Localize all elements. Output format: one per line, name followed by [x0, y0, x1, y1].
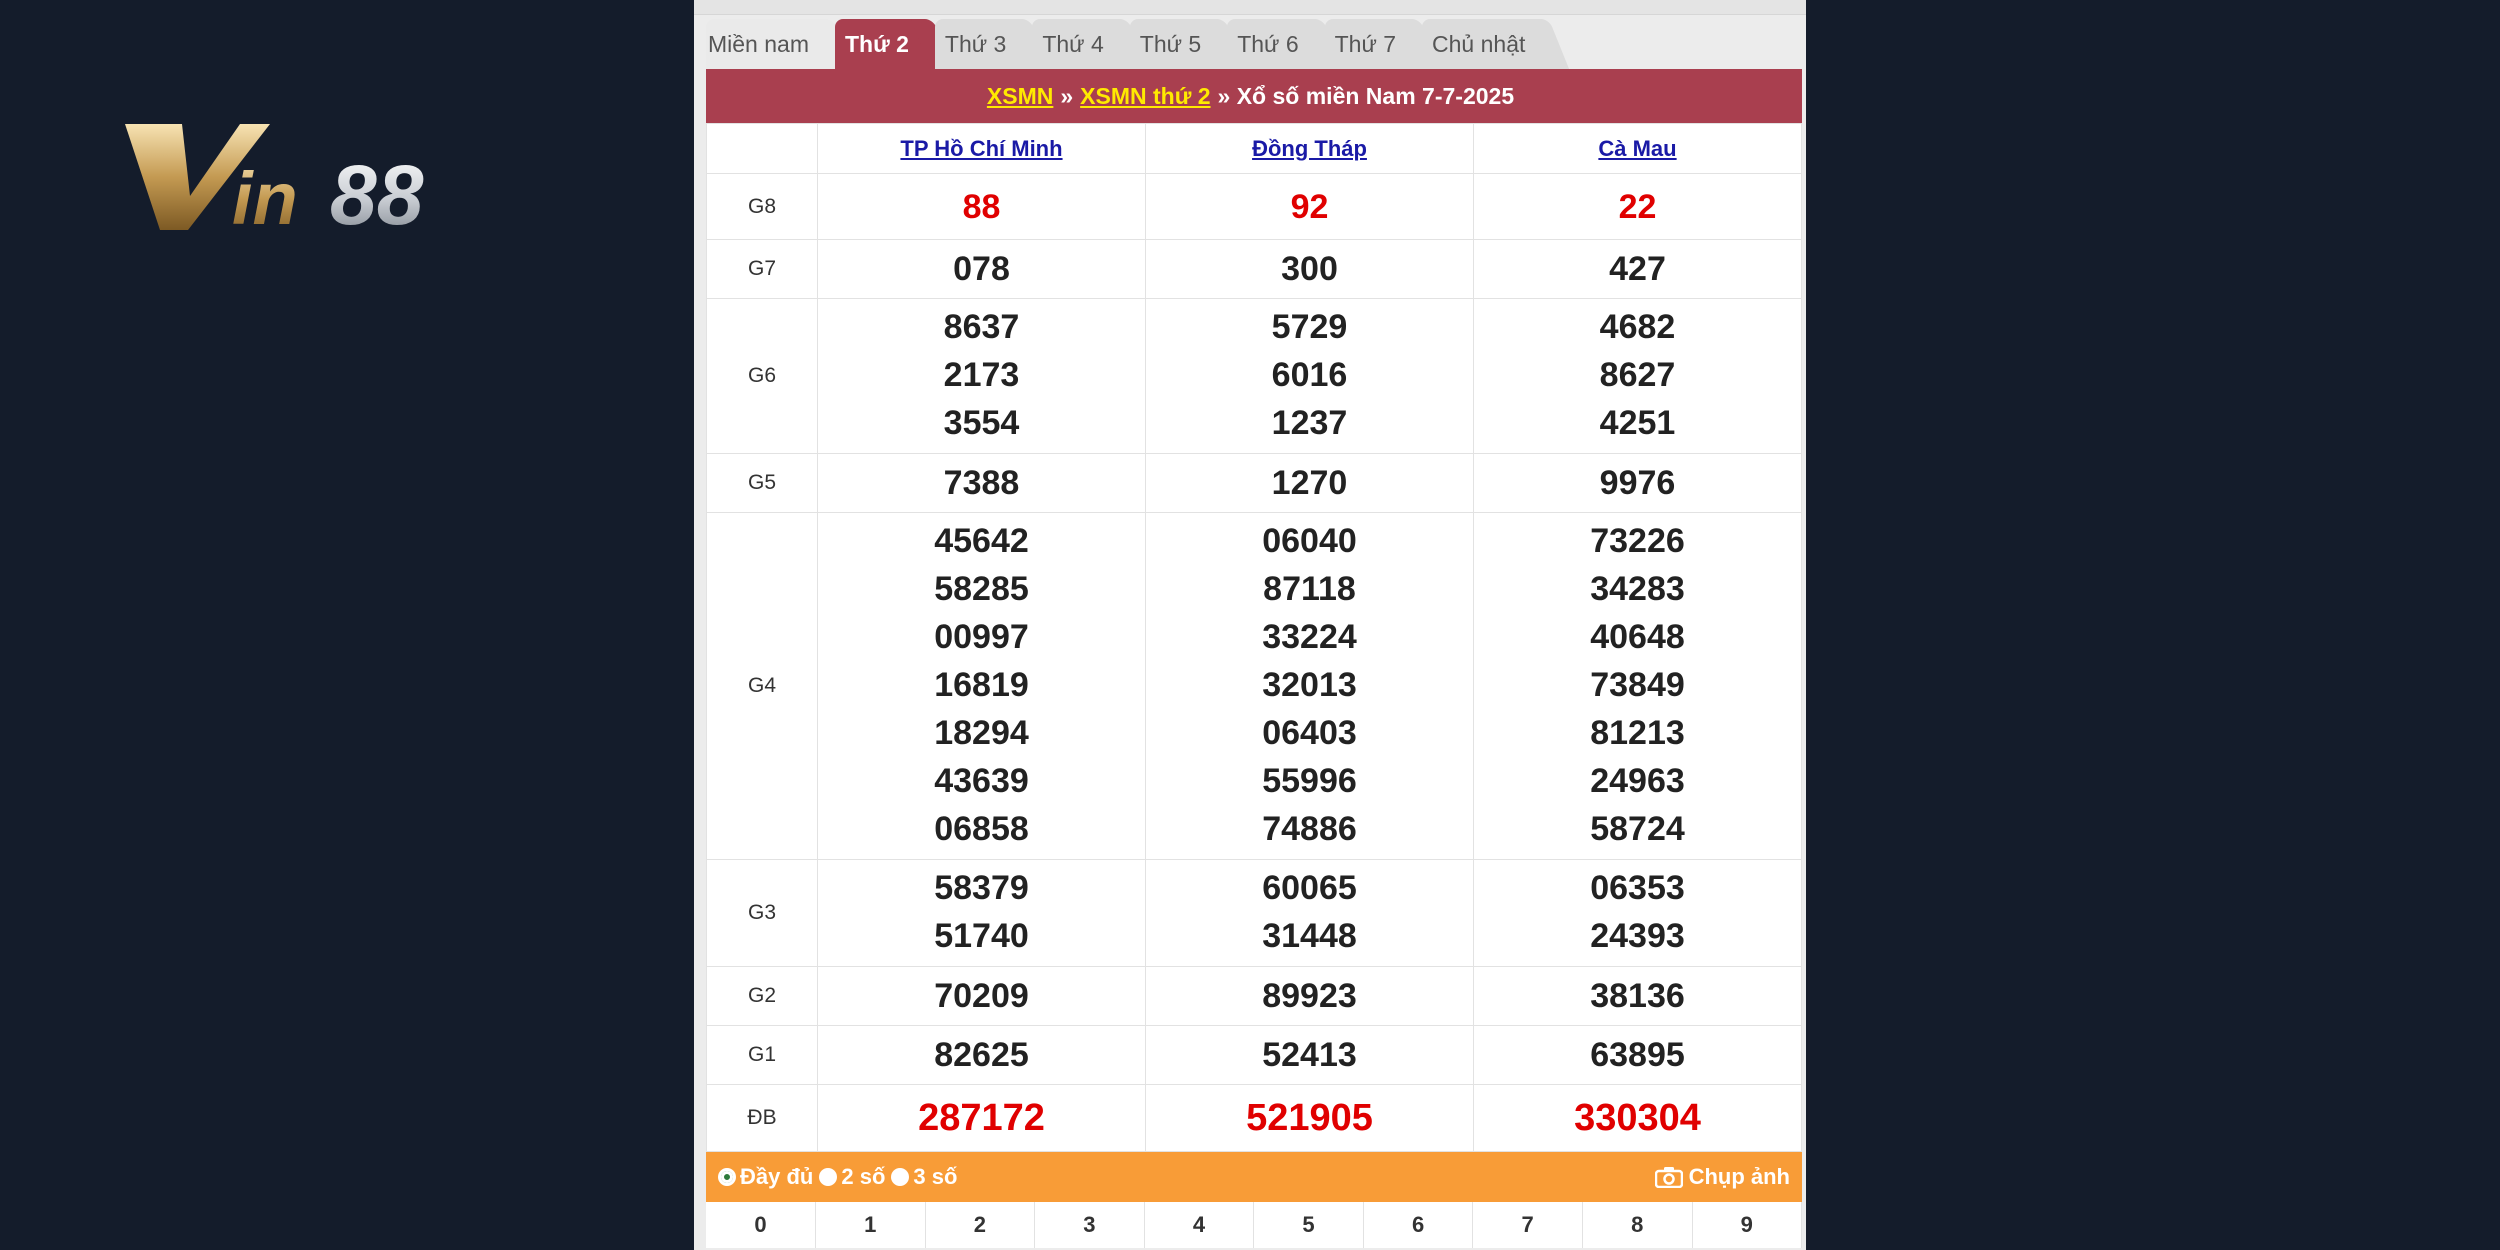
- prize-cell: [1474, 299, 1802, 454]
- breadcrumb-separator: »: [1060, 82, 1074, 109]
- prize-number: 06403: [1262, 714, 1357, 752]
- prize-label: G7: [707, 240, 818, 299]
- prize-number: 521905: [1246, 1097, 1373, 1139]
- prize-number: 287172: [918, 1097, 1045, 1139]
- prize-number: 89923: [1262, 977, 1357, 1015]
- digit-cell: 0: [706, 1202, 816, 1248]
- results-title-bar: [706, 69, 1802, 123]
- results-table: [706, 123, 1802, 1152]
- prize-number: 00997: [934, 618, 1029, 656]
- prize-number: 58379: [934, 869, 1029, 907]
- prize-number: 3554: [943, 404, 1020, 442]
- digit-cell: 2: [926, 1202, 1036, 1248]
- xsmn-thu2-link[interactable]: XSMN thứ 2: [1080, 82, 1211, 109]
- prize-cell: [1146, 240, 1474, 299]
- prize-number: 60065: [1262, 869, 1357, 907]
- empty-header-cell: [707, 124, 818, 174]
- xsmn-link[interactable]: XSMN: [986, 82, 1054, 109]
- tab-label: Chủ nhật: [1432, 30, 1526, 57]
- prize-number: 31448: [1262, 917, 1357, 955]
- prize-cell: [1146, 967, 1474, 1026]
- tab-label: Thứ 3: [944, 30, 1007, 57]
- prize-number: 9976: [1599, 464, 1676, 502]
- prize-number: 58285: [934, 570, 1029, 608]
- prize-cell: [818, 174, 1146, 240]
- digit-header-row: [706, 1202, 1802, 1248]
- prize-number: 1237: [1271, 404, 1348, 442]
- digit-cell: 8: [1583, 1202, 1693, 1248]
- prize-cell: [1474, 513, 1802, 860]
- prize-number: 55996: [1262, 762, 1357, 800]
- prize-row-db: [707, 1085, 1802, 1152]
- prize-cell: [818, 1085, 1146, 1152]
- prize-number: 70209: [934, 977, 1029, 1015]
- prize-label: G4: [707, 513, 818, 860]
- tab-chu-nhat[interactable]: [1422, 19, 1547, 69]
- prize-number: 18294: [934, 714, 1029, 752]
- prize-number: 82625: [934, 1036, 1029, 1074]
- svg-text:88: 88: [330, 148, 424, 238]
- tab-label: Thứ 7: [1334, 30, 1397, 57]
- province-header-row: [707, 124, 1802, 174]
- prize-number: 73226: [1590, 522, 1685, 560]
- prize-cell: [1474, 240, 1802, 299]
- two-digit-label: 2 số: [841, 1164, 886, 1189]
- two-digit-radio[interactable]: [819, 1164, 885, 1190]
- prize-rows: [707, 174, 1802, 1152]
- prize-number: 81213: [1590, 714, 1685, 752]
- prize-number: 7388: [943, 464, 1020, 502]
- tab-thu-3[interactable]: [935, 19, 1028, 69]
- prize-number: 33224: [1262, 618, 1357, 656]
- tab-thu-7[interactable]: [1325, 19, 1418, 69]
- prize-cell: [1146, 860, 1474, 967]
- full-radio[interactable]: [718, 1164, 813, 1190]
- digit-cell: 9: [1693, 1202, 1803, 1248]
- radio-dot-icon: [891, 1168, 909, 1186]
- prize-number: 8637: [943, 308, 1020, 346]
- prize-number: 4682: [1599, 308, 1676, 346]
- prize-cell: [1146, 1085, 1474, 1152]
- capture-label: Chụp ảnh: [1688, 1164, 1790, 1189]
- prize-number: 2173: [943, 356, 1020, 394]
- prize-number: 1270: [1271, 464, 1348, 502]
- prize-cell: [1146, 454, 1474, 513]
- capture-button[interactable]: [1655, 1164, 1790, 1190]
- lottery-panel: [694, 0, 1806, 1250]
- day-tabs: [706, 17, 1794, 69]
- prize-cell: [818, 860, 1146, 967]
- prize-cell: [1474, 174, 1802, 240]
- digit-cell: 5: [1254, 1202, 1364, 1248]
- prize-number: 22: [1618, 187, 1657, 226]
- full-label: Đầy đủ: [740, 1164, 814, 1189]
- prize-number: 87118: [1263, 570, 1356, 608]
- prize-number: 88: [962, 187, 1001, 226]
- prize-number: 4251: [1599, 404, 1676, 442]
- radio-dot-icon: [718, 1168, 736, 1186]
- prize-number: 38136: [1590, 977, 1685, 1015]
- prize-row-g1: [707, 1026, 1802, 1085]
- top-strip: [694, 0, 1806, 15]
- prize-row-g5: [707, 454, 1802, 513]
- digit-cell: 7: [1473, 1202, 1583, 1248]
- prize-number: 24393: [1590, 917, 1685, 955]
- province-header: [1474, 124, 1802, 174]
- prize-number: 34283: [1590, 570, 1685, 608]
- prize-row-g8: [707, 174, 1802, 240]
- prize-number: 330304: [1574, 1097, 1701, 1139]
- prize-row-g7: [707, 240, 1802, 299]
- prize-label: G8: [707, 174, 818, 240]
- tab-thu-4[interactable]: [1032, 19, 1125, 69]
- prize-cell: [1474, 454, 1802, 513]
- prize-number: 45642: [934, 522, 1029, 560]
- digit-cell: 1: [816, 1202, 926, 1248]
- prize-number: 06040: [1262, 522, 1357, 560]
- prize-label: G6: [707, 299, 818, 454]
- tab-mien-nam[interactable]: [706, 19, 831, 69]
- prize-row-g2: [707, 967, 1802, 1026]
- tab-label: Thứ 2: [844, 30, 909, 57]
- prize-number: 16819: [934, 666, 1029, 704]
- digit-cell: 4: [1145, 1202, 1255, 1248]
- display-options-bar: [706, 1152, 1802, 1202]
- tab-label: Thứ 6: [1237, 30, 1299, 57]
- prize-number: 427: [1609, 250, 1666, 288]
- prize-number: 06353: [1590, 869, 1685, 907]
- prize-label: ĐB: [707, 1085, 818, 1152]
- tab-label: Thứ 5: [1139, 30, 1202, 57]
- prize-number: 06858: [934, 810, 1029, 848]
- camera-icon: [1655, 1166, 1683, 1188]
- svg-text:in: in: [232, 157, 298, 238]
- prize-number: 74886: [1262, 810, 1357, 848]
- tab-thu-6[interactable]: [1227, 19, 1320, 69]
- prize-label: G2: [707, 967, 818, 1026]
- prize-cell: [1474, 1085, 1802, 1152]
- prize-number: 5729: [1271, 308, 1348, 346]
- prize-cell: [818, 1026, 1146, 1085]
- prize-row-g4: [707, 513, 1802, 860]
- province-link-ca-mau[interactable]: Cà Mau: [1598, 135, 1677, 161]
- prize-cell: [1146, 299, 1474, 454]
- province-header: [818, 124, 1146, 174]
- prize-number: 63895: [1590, 1036, 1685, 1074]
- prize-cell: [1146, 1026, 1474, 1085]
- prize-number: 6016: [1271, 356, 1348, 394]
- prize-cell: [818, 967, 1146, 1026]
- tab-thu-2[interactable]: [835, 19, 931, 69]
- prize-number: 52413: [1262, 1036, 1357, 1074]
- prize-cell: [818, 240, 1146, 299]
- tab-label: Thứ 4: [1042, 30, 1104, 57]
- prize-label: G3: [707, 860, 818, 967]
- vin88-logo: [120, 118, 490, 238]
- prize-cell: [1474, 967, 1802, 1026]
- prize-cell: [1146, 513, 1474, 860]
- prize-number: 51740: [934, 917, 1029, 955]
- three-digit-label: 3 số: [913, 1164, 958, 1189]
- prize-cell: [1474, 1026, 1802, 1085]
- three-digit-radio[interactable]: [891, 1164, 957, 1190]
- prize-row-g6: [707, 299, 1802, 454]
- prize-number: 43639: [934, 762, 1029, 800]
- prize-number: 300: [1281, 250, 1338, 288]
- prize-label: G1: [707, 1026, 818, 1085]
- prize-cell: [818, 513, 1146, 860]
- prize-number: 73849: [1590, 666, 1685, 704]
- prize-number: 24963: [1590, 762, 1685, 800]
- prize-number: 92: [1290, 187, 1329, 226]
- digit-cell: 6: [1364, 1202, 1474, 1248]
- prize-row-g3: [707, 860, 1802, 967]
- digit-cell: 3: [1035, 1202, 1145, 1248]
- tab-label: Miền nam: [708, 30, 809, 57]
- province-link-hcm[interactable]: TP Hồ Chí Minh: [900, 135, 1063, 161]
- prize-cell: [818, 454, 1146, 513]
- prize-cell: [1474, 860, 1802, 967]
- prize-cell: [1146, 174, 1474, 240]
- prize-number: 078: [953, 250, 1010, 288]
- prize-number: 40648: [1590, 618, 1685, 656]
- prize-label: G5: [707, 454, 818, 513]
- radio-dot-icon: [819, 1168, 837, 1186]
- tab-thu-5[interactable]: [1130, 19, 1223, 69]
- prize-cell: [818, 299, 1146, 454]
- results-title-text: » Xổ số miền Nam 7-7-2025: [1217, 82, 1515, 109]
- prize-number: 58724: [1590, 810, 1685, 848]
- prize-number: 8627: [1599, 356, 1676, 394]
- province-header: [1146, 124, 1474, 174]
- province-link-dong-thap[interactable]: Đồng Tháp: [1252, 135, 1367, 161]
- results-table-wrapper: [706, 69, 1802, 1248]
- prize-number: 32013: [1262, 666, 1357, 704]
